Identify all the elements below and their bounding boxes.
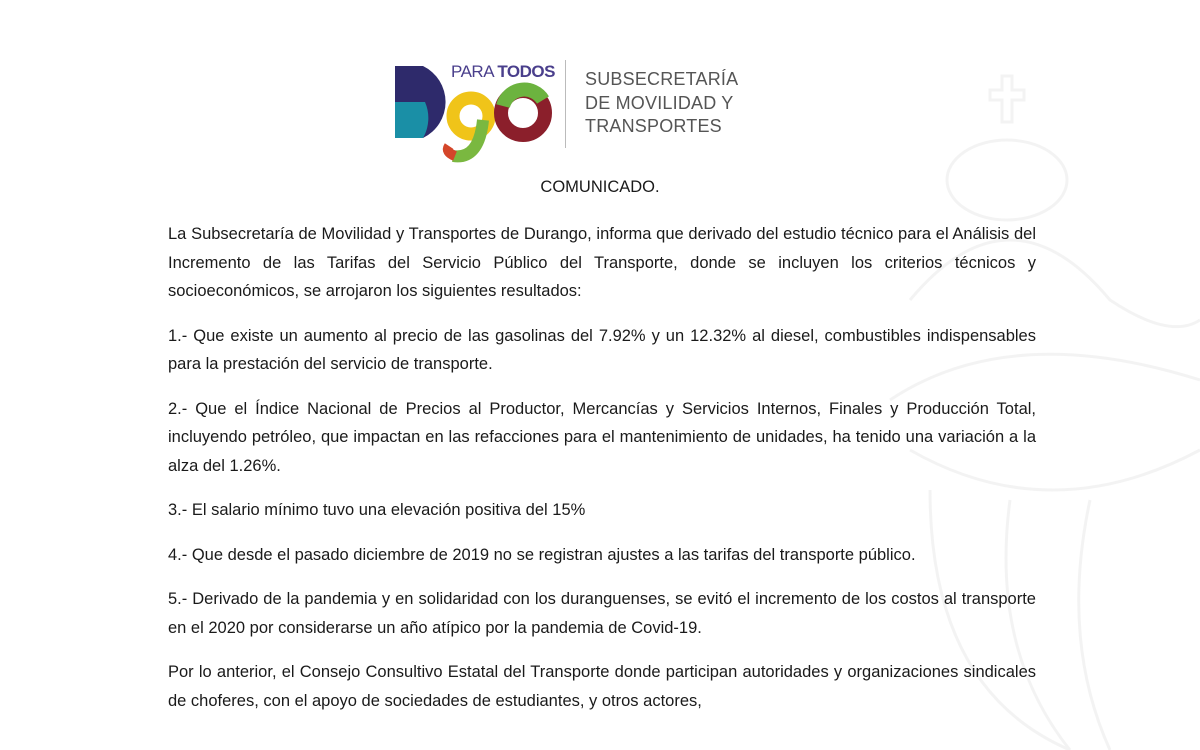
point-1: 1.- Que existe un aumento al precio de las gasolinas del 7.92% y un 12.32% al diesel, combustibles indispensables para la prestación del servicio de transporte. [168,326,1036,373]
document-title: COMUNICADO. [540,178,660,196]
point-2: 2.- Que el Índice Nacional de Precios al Productor, Mercancías y Servicios Internos, Finales y Producción Total, incluyendo petróleo, que impactan en las refacciones para el mantenimiento de unidades, ha tenido una variación a la alza del 1.26%. [168,399,1036,475]
intro-paragraph: La Subsecretaría de Movilidad y Transportes de Durango, informa que derivado del estudio técnico para el Análisis del Incremento de las Tarifas del Servicio Público del Transporte, donde se incluyen los criterios técnicos y socioeconómicos, se arrojaron los siguientes resultados: [168,225,1036,300]
point-5: 5.- Derivado de la pandemia y en solidaridad con los duranguenses, se evitó el incremento de los costos al transporte en el 2020 por considerarse un año atípico por la pandemia de Covid-19. [168,590,1036,637]
document-body [168,220,1036,731]
point-4: 4.- Que desde el pasado diciembre de 2019 no se registran ajustes a las tarifas del transporte público. [168,545,916,564]
org-line: SUBSECRETARÍA [585,69,739,89]
conclusion-paragraph: Por lo anterior, el Consejo Consultivo Estatal del Transporte donde participan autoridades y organizaciones sindicales de choferes, con el apoyo de sociedades de estudiantes, y otros actores, [168,663,1036,710]
header-logo [393,58,753,168]
tagline: PARA TODOS [451,62,555,81]
point-3: 3.- El salario mínimo tuvo una elevación positiva del 15% [168,501,586,519]
org-line: TRANSPORTES [585,116,722,136]
org-line: DE MOVILIDAD Y [585,92,734,113]
organization-name [585,68,738,139]
logo-divider [565,60,566,148]
